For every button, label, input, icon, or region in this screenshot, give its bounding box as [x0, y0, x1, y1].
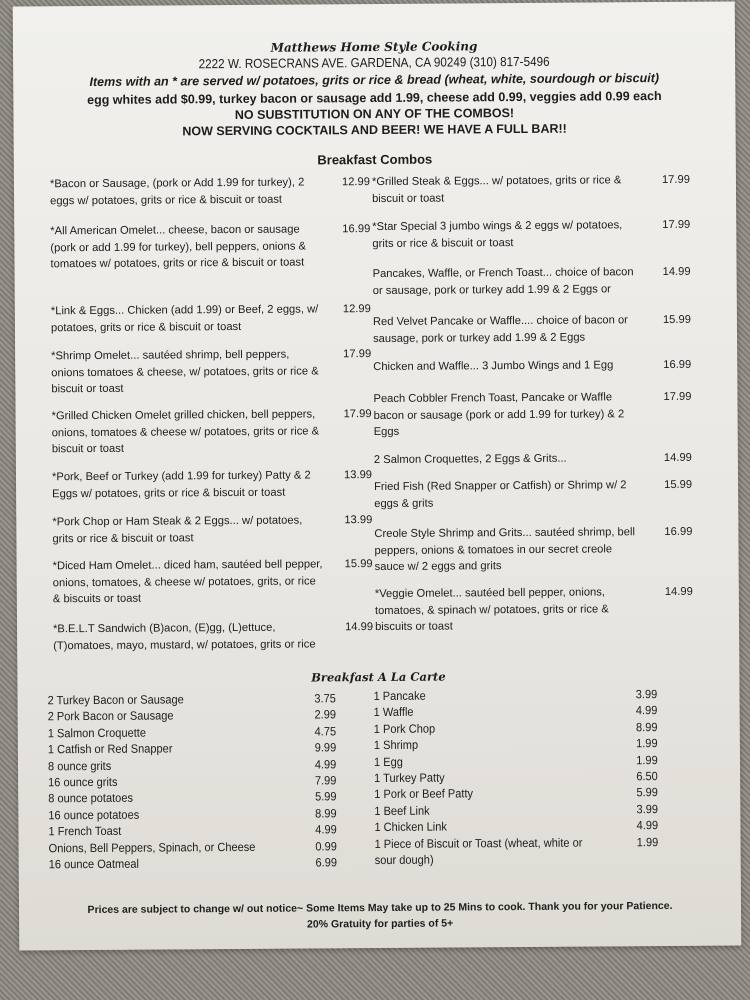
alacarte-item	[47, 707, 337, 725]
combo-description: Fried Fish (Red Snapper or Catfish) or Shrimp w/ 2 eggs & grits	[374, 479, 627, 510]
alacarte-item	[374, 768, 658, 786]
alacarte-item-price: 8.99	[635, 719, 658, 734]
alacarte-item	[48, 789, 337, 807]
alacarte-item-price: 1.99	[636, 736, 658, 751]
alacarte-item-price: 4.99	[314, 756, 337, 772]
alacarte-item-name: 1 Catfish or Red Snapper	[47, 741, 173, 757]
alacarte-item-name: 1 Waffle	[373, 705, 414, 720]
restaurant-name: Matthews Home Style Cooking	[270, 39, 478, 55]
combo-description: Chicken and Waffle... 3 Jumbo Wings and 1 Egg	[373, 359, 614, 374]
alacarte-item	[48, 838, 337, 856]
combo-item	[50, 301, 371, 336]
combo-item	[53, 619, 374, 654]
combo-description: Pancakes, Waffle, or French Toast... choice of bacon or sausage, pork or turkey add 1.99 & 2 Eggs or	[372, 266, 634, 297]
served-with-note: Items with an * are served w/ potatoes, grits or rice & bread (wheat, white, sourdough or biscuit)	[89, 71, 660, 89]
combo-item	[49, 174, 370, 209]
combo-item	[373, 357, 692, 375]
combo-price: 15.99	[664, 478, 693, 491]
combo-item	[51, 346, 372, 397]
alacarte-item-name: 1 Turkey Patty	[374, 770, 445, 785]
alacarte-item-price: 4.99	[635, 703, 658, 718]
alacarte-item-price: 1.99	[636, 752, 658, 767]
alacarte-item-name: 1 Piece of Biscuit or Toast (wheat, white or sour dough)	[374, 835, 583, 867]
alacarte-item-price: 4.99	[636, 818, 659, 833]
alacarte-item-price: 9.99	[314, 740, 337, 755]
alacarte-item-price: 3.99	[636, 801, 659, 816]
alacarte-item-price: 8.99	[315, 806, 337, 821]
alacarte-title: Breakfast A La Carte	[311, 669, 446, 685]
alacarte-item-price: 0.99	[315, 838, 337, 853]
combo-description: *Pork, Beef or Turkey (add 1.99 for turkey) Patty & 2 Eggs w/ potatoes, grits or rice & biscuit or toast	[51, 469, 311, 500]
combo-item	[373, 450, 692, 468]
combo-price: 16.99	[342, 223, 371, 236]
combo-price: 12.99	[341, 176, 370, 189]
alacarte-item	[47, 756, 337, 774]
combo-item	[50, 221, 371, 272]
combo-price: 17.99	[343, 348, 372, 361]
alacarte-item-price: 4.99	[315, 822, 337, 837]
combo-price: 17.99	[663, 390, 692, 403]
combo-price: 12.99	[342, 303, 371, 316]
combo-description: *Grilled Steak & Eggs... w/ potatoes, grits or rice & biscuit or toast	[371, 174, 622, 205]
alacarte-item	[373, 686, 658, 704]
alacarte-item-price: 5.99	[636, 785, 658, 800]
alacarte-item	[373, 752, 658, 770]
combo-description: *B.E.L.T Sandwich (B)acon, (E)gg, (L)ettuce, (T)omatoes, mayo, mustard, w/ potatoes, grits or rice	[53, 621, 316, 652]
alacarte-item-name: 1 Chicken Link	[374, 819, 447, 835]
alacarte-item-name: 2 Pork Bacon or Sausage	[47, 708, 174, 724]
combo-description: *Bacon or Sausage, (pork or Add 1.99 for turkey), 2 eggs w/ potatoes, grits or rice & biscuit or toast	[49, 176, 305, 207]
alacarte-item	[48, 854, 338, 872]
alacarte-item	[47, 690, 336, 708]
combo-item	[51, 406, 372, 457]
alacarte-item	[374, 834, 659, 868]
alacarte-item	[48, 822, 337, 840]
footer-gratuity-note: 20% Gratuity for parties of 5+	[306, 917, 454, 931]
alacarte-right-list	[373, 686, 659, 868]
alacarte-item	[373, 702, 658, 720]
combo-description: *Shrimp Omelet... sautéed shrimp, bell peppers, onions tomatoes & cheese, w/ potatoes, grits or rice & biscuit or toast	[51, 348, 319, 396]
combo-price: 17.99	[662, 218, 691, 232]
combo-price: 15.99	[662, 313, 691, 326]
combo-item	[52, 512, 373, 547]
alacarte-item	[48, 772, 337, 790]
combo-price: 14.99	[345, 621, 374, 634]
combo-item	[374, 584, 693, 635]
alacarte-item-name: 16 ounce potatoes	[48, 807, 140, 823]
no-substitution-note: NO SUBSTITUTION ON ANY OF THE COMBOS!	[234, 106, 515, 122]
combo-description: *Veggie Omelet... sautéed bell pepper, onions, tomatoes, & spinach w/ potatoes, grits or rice & biscuits or toast	[374, 586, 609, 634]
alacarte-item-name: 2 Turkey Bacon or Sausage	[47, 692, 184, 708]
combo-item	[372, 264, 691, 299]
combo-item	[51, 467, 373, 502]
alacarte-item-name: 1 Salmon Croquette	[47, 725, 147, 741]
combo-item	[374, 524, 693, 575]
combo-price: 15.99	[344, 558, 373, 571]
alacarte-item-name: 8 ounce grits	[47, 758, 112, 773]
combo-item	[52, 556, 373, 607]
combo-description: *All American Omelet... cheese, bacon or sausage (pork or add 1.99 for turkey), bell peppers, onions & tomatoes w/ potatoes, grits or rice & biscuit or toast	[50, 223, 307, 271]
alacarte-item-name: 1 Pancake	[373, 688, 426, 704]
alacarte-item	[373, 719, 658, 737]
combo-price: 13.99	[344, 514, 373, 527]
combo-price: 14.99	[662, 265, 691, 279]
alacarte-item	[374, 817, 659, 835]
breakfast-combos-title: Breakfast Combos	[317, 151, 433, 168]
alacarte-item-name: 8 ounce potatoes	[48, 791, 134, 806]
combo-description: *Pork Chop or Ham Steak & 2 Eggs... w/ potatoes, grits or rice & biscuit or toast	[52, 514, 303, 545]
alacarte-item-price: 2.99	[314, 707, 337, 722]
combo-price: 14.99	[663, 451, 692, 464]
alacarte-item-name: 16 ounce grits	[48, 774, 118, 790]
combo-price: 14.99	[664, 585, 693, 598]
alacarte-item-price: 3.75	[314, 691, 336, 706]
alacarte-item	[47, 740, 337, 758]
combo-price: 17.99	[661, 173, 690, 187]
footer-prices-note: Prices are subject to change w/ out notice~ Some Items May take up to 25 Mins to cook. Thank you for your Patience.	[87, 899, 673, 917]
alacarte-item	[374, 784, 658, 802]
combo-description: *Diced Ham Omelet... diced ham, sautéed bell pepper, onions, tomatoes, & cheese w/ potatoes, grits, or rice & biscuits or toast	[52, 558, 323, 606]
combo-description: *Link & Eggs... Chicken (add 1.99) or Beef, 2 eggs, w/ potatoes, grits or rice & biscuit or toast	[50, 303, 319, 334]
combo-description: Creole Style Shrimp and Grits... sautéed shrimp, bell peppers, onions & tomatoes in our secret creole sauce w/ 2 eggs and grits	[374, 526, 635, 574]
alacarte-item-name: 1 Shrimp	[373, 737, 419, 753]
combo-price: 16.99	[664, 525, 693, 538]
combo-description: *Grilled Chicken Omelet grilled chicken, bell peppers, onions, tomatoes & cheese w/ potatoes, grits or rice & biscuit or toast	[51, 408, 320, 456]
alacarte-item-name: 1 Beef Link	[374, 803, 430, 818]
alacarte-item	[48, 805, 337, 823]
alacarte-item	[373, 735, 658, 753]
combo-item	[373, 389, 692, 440]
alacarte-item-price: 4.75	[314, 724, 337, 739]
alacarte-item-price: 5.99	[314, 789, 337, 804]
alacarte-item-price: 6.99	[315, 855, 338, 870]
combo-description: Red Velvet Pancake or Waffle.... choice of bacon or sausage, pork or turkey add 1.99 & 2 Eggs	[372, 314, 628, 345]
combo-description: *Star Special 3 jumbo wings & 2 eggs w/ potatoes, grits or rice & biscuit or toast	[372, 219, 623, 250]
combo-item	[372, 312, 691, 347]
addons-note: egg whites add $0.99, turkey bacon or sausage add 1.99, cheese add 0.99, veggies add 0.99 each	[87, 89, 662, 108]
restaurant-address: 2222 W. ROSECRANS AVE. GARDENA, CA 90249 (310) 817-5496	[198, 53, 550, 72]
full-bar-note: NOW SERVING COCKTAILS AND BEER! WE HAVE A FULL BAR!!	[182, 121, 567, 139]
alacarte-item-name: 1 French Toast	[48, 823, 122, 839]
alacarte-item-name: Onions, Bell Peppers, Spinach, or Cheese	[48, 839, 256, 855]
combo-item	[374, 477, 693, 512]
combo-description: Peach Cobbler French Toast, Pancake or Waffle bacon or sausage (pork or add 1.99 for turkey) & 2 Eggs	[373, 391, 625, 439]
alacarte-item	[47, 723, 337, 741]
alacarte-item-price: 7.99	[314, 773, 337, 788]
combo-item	[372, 217, 691, 252]
alacarte-item-name: 1 Pork or Beef Patty	[374, 786, 474, 802]
alacarte-item-price: 1.99	[636, 834, 659, 849]
alacarte-item-name: 16 ounce Oatmeal	[48, 856, 139, 872]
combo-price: 13.99	[343, 469, 373, 482]
alacarte-left-list	[47, 690, 338, 872]
alacarte-item	[374, 801, 659, 819]
menu-sheet	[13, 1, 742, 950]
alacarte-item-name: 1 Pork Chop	[373, 721, 436, 736]
combo-description: 2 Salmon Croquettes, 2 Eggs & Grits...	[373, 452, 567, 467]
combo-price: 16.99	[663, 358, 692, 371]
alacarte-item-name: 1 Egg	[373, 754, 403, 769]
alacarte-item-price: 6.50	[636, 769, 658, 784]
combo-item	[371, 172, 690, 207]
combo-price: 17.99	[343, 408, 372, 421]
alacarte-item-price: 3.99	[635, 687, 658, 702]
